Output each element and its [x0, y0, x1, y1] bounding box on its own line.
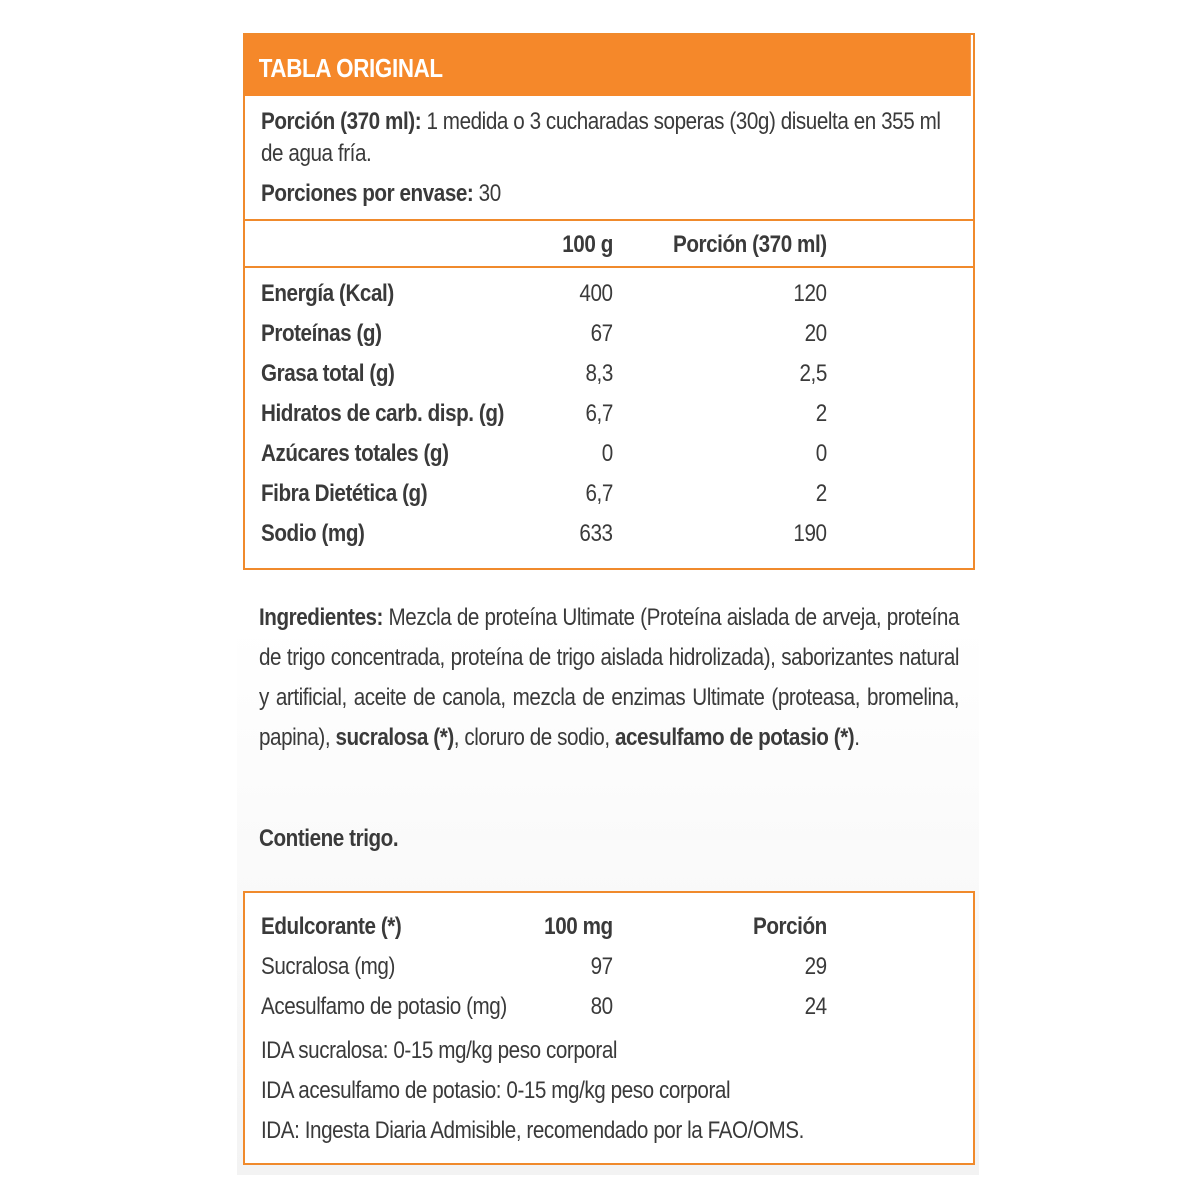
servings-label: Porciones por envase:	[261, 180, 474, 207]
column-header-100g: 100 g	[562, 231, 613, 258]
ida-note: IDA sucralosa: 0-15 mg/kg peso corporal	[261, 1037, 618, 1064]
nutrient-portion: 2	[815, 480, 827, 507]
nutrient-rows	[245, 268, 973, 558]
sweetener-portion: 29	[804, 953, 827, 980]
ingredients-text: .	[854, 724, 860, 751]
table-title: TABLA ORIGINAL	[245, 35, 971, 96]
sweetener-label: Acesulfamo de potasio (mg)	[261, 993, 507, 1020]
sweetener-header-label: Edulcorante (*)	[261, 913, 402, 940]
nutrient-per100: 6,7	[585, 480, 613, 507]
label-panel	[237, 30, 979, 1175]
nutrient-label: Sodio (mg)	[261, 520, 365, 547]
nutrient-label: Fibra Dietética (g)	[261, 480, 428, 507]
ingredient-sucralose: sucralosa (*)	[335, 724, 454, 751]
portion-text: 1 medida o 3 cucharadas soperas (30g) disuelta en 355 ml de agua fría.	[261, 108, 941, 167]
nutrient-label: Hidratos de carb. disp. (g)	[261, 400, 504, 427]
nutrient-per100: 6,7	[585, 400, 613, 427]
sweetener-header-portion: Porción	[753, 913, 827, 940]
nutrient-row	[245, 358, 973, 398]
sweetener-table	[243, 891, 975, 1165]
sweetener-per100: 97	[590, 953, 613, 980]
nutrition-table	[243, 33, 975, 570]
servings-per-container	[261, 178, 955, 210]
sweetener-per100: 80	[590, 993, 613, 1020]
nutrient-per100: 400	[579, 280, 613, 307]
nutrient-row	[245, 398, 973, 438]
portion-label: Porción (370 ml):	[261, 108, 422, 135]
ida-note: IDA acesulfamo de potasio: 0-15 mg/kg peso corporal	[261, 1077, 731, 1104]
nutrient-label: Energía (Kcal)	[261, 280, 394, 307]
sweetener-row	[245, 991, 973, 1031]
ingredients-text: Mezcla de proteína Ultimate (Proteína aislada de arveja, proteína de trigo concentrada, proteína de trigo aislada hidrolizada), saborizantes natural y artificial, aceite de canola, mezcla de enzimas Ultimate (proteasa, bromelina, papina),	[259, 604, 960, 751]
column-header-portion: Porción (370 ml)	[673, 231, 827, 258]
sweetener-label: Sucralosa (mg)	[261, 953, 395, 980]
ingredients-text: , cloruro de sodio,	[453, 724, 615, 751]
nutrient-portion: 0	[815, 440, 827, 467]
nutrient-label: Azúcares totales (g)	[261, 440, 449, 467]
ingredients-paragraph	[259, 598, 959, 758]
nutrient-row	[245, 438, 973, 478]
nutrient-portion: 2	[815, 400, 827, 427]
column-headers	[245, 221, 973, 268]
ida-note: IDA: Ingesta Diaria Admisible, recomendado por la FAO/OMS.	[261, 1117, 804, 1144]
nutrient-row	[245, 318, 973, 358]
nutrient-portion: 190	[793, 520, 827, 547]
nutrient-per100: 0	[601, 440, 613, 467]
nutrient-row	[245, 478, 973, 518]
servings-value: 30	[473, 180, 501, 207]
nutrient-row	[245, 278, 973, 318]
serving-info	[245, 96, 973, 221]
nutrient-label: Proteínas (g)	[261, 320, 382, 347]
sweetener-portion: 24	[804, 993, 827, 1020]
nutrient-per100: 633	[579, 520, 613, 547]
nutrient-portion: 120	[793, 280, 827, 307]
portion-size	[261, 106, 955, 170]
ingredient-acesulfame: acesulfamo de potasio (*)	[614, 724, 855, 751]
allergen-statement: Contiene trigo.	[259, 825, 399, 852]
sweetener-row	[245, 951, 973, 991]
nutrient-per100: 67	[590, 320, 613, 347]
sweetener-header-row	[245, 911, 973, 951]
ingredients-label: Ingredientes:	[259, 604, 384, 631]
nutrient-portion: 20	[804, 320, 827, 347]
nutrient-row	[245, 518, 973, 558]
nutrient-label: Grasa total (g)	[261, 360, 395, 387]
nutrient-portion: 2,5	[799, 360, 827, 387]
sweetener-header-per100: 100 mg	[544, 913, 613, 940]
nutrient-per100: 8,3	[585, 360, 613, 387]
